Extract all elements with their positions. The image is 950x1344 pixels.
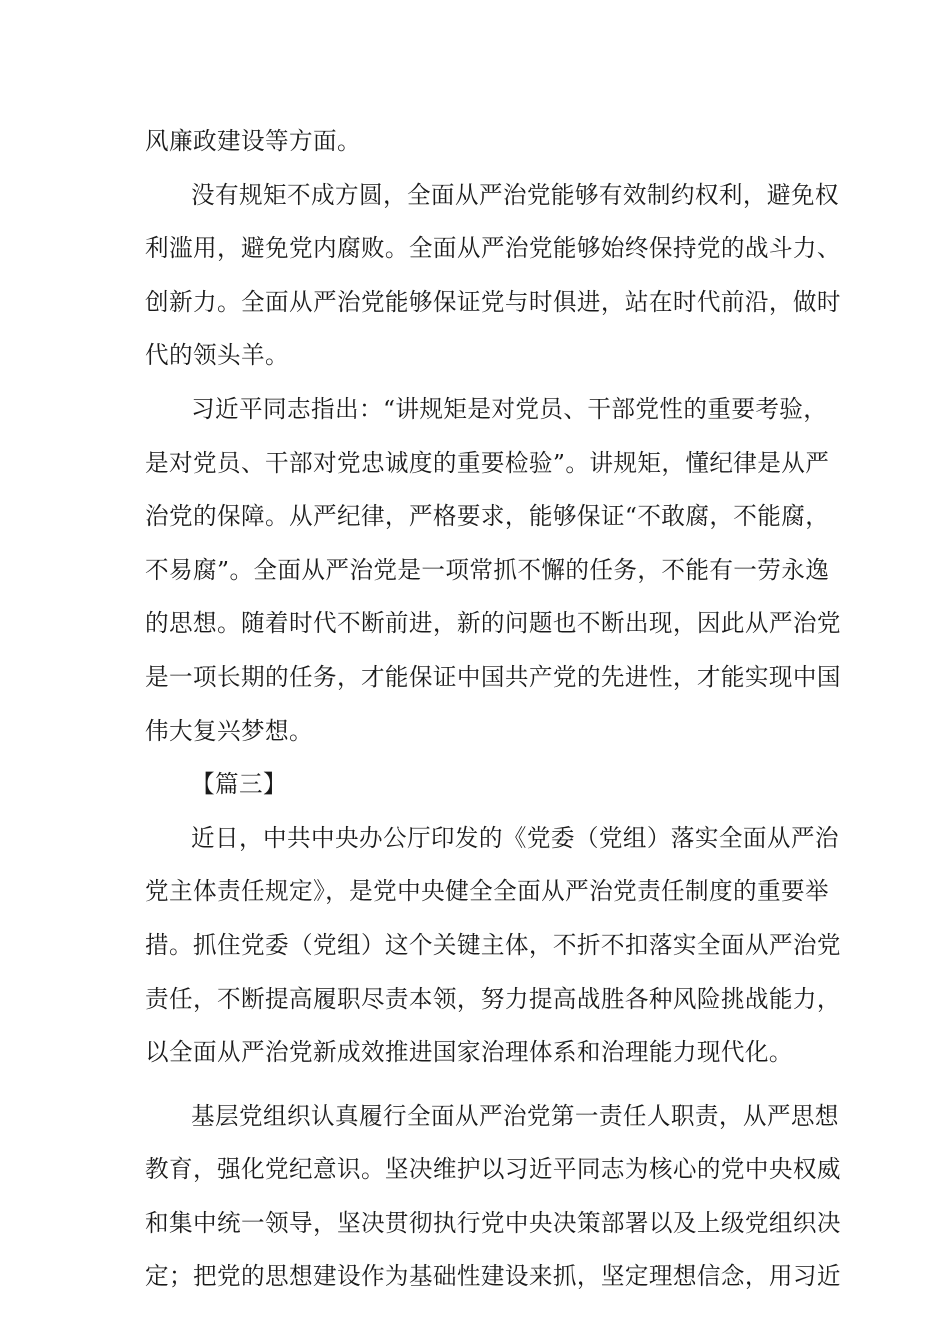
section-heading (145, 758, 810, 812)
paragraph (145, 383, 841, 758)
text-line: 定；把党的思想建设作为基础性建设来抓，坚定理想信念，用习近 (145, 1262, 841, 1291)
paragraph (145, 115, 810, 169)
text-line: 以全面从严治党新成效推进国家治理体系和治理能力现代化。 (145, 1038, 793, 1067)
text-line: 措。抓住党委（党组）这个关键主体，不折不扣落实全面从严治党 (145, 930, 841, 959)
text-line: 创新力。全面从严治党能够保证党与时俱进，站在时代前沿，做时 (145, 287, 841, 316)
text-line: 习近平同志指出：“讲规矩是对党员、干部党性的重要考验， (191, 394, 828, 423)
text-line: 利滥用，避免党内腐败。全面从严治党能够始终保持党的战斗力、 (145, 234, 841, 263)
text-line: 风廉政建设等方面。 (145, 127, 361, 155)
paragraph (145, 812, 841, 1080)
text-line: 基层党组织认真履行全面从严治党第一责任人职责，从严思想 (191, 1101, 839, 1130)
text-line: 责任，不断提高履职尽责本领，努力提高战胜各种风险挑战能力， (145, 984, 841, 1013)
text-line: 和集中统一领导，坚决贯彻执行党中央决策部署以及上级党组织决 (145, 1208, 841, 1237)
paragraph (145, 169, 841, 383)
text-line: 近日，中共中央办公厅印发的《党委（党组）落实全面从严治 (191, 823, 839, 852)
text-line: 的思想。随着时代不断前进，新的问题也不断出现，因此从严治党 (145, 609, 841, 638)
text-line: 党主体责任规定》，是党中央健全全面从严治党责任制度的重要举 (145, 877, 830, 906)
text-line: 治党的保障。从严纪律，严格要求，能够保证“不敢腐，不能腐， (145, 502, 830, 531)
text-line: 是对党员、干部对党忠诚度的重要检验”。讲规矩，懂纪律是从严 (145, 448, 830, 477)
text-line: 是一项长期的任务，才能保证中国共产党的先进性，才能实现中国 (145, 662, 841, 691)
text-line: 没有规矩不成方圆，全面从严治党能够有效制约权利，避免权 (191, 180, 839, 209)
text-line: 教育，强化党纪意识。坚决维护以习近平同志为核心的党中央权威 (145, 1155, 841, 1184)
paragraph (145, 1090, 841, 1304)
text-line: 代的领头羊。 (145, 341, 289, 370)
document-body (145, 115, 841, 1304)
text-line: 不易腐”。全面从严治党是一项常抓不懈的任务，不能有一劳永逸 (145, 555, 830, 584)
heading-text: 【篇三】 (191, 770, 287, 799)
paragraph-gap (145, 1080, 810, 1090)
text-line: 伟大复兴梦想。 (145, 716, 313, 745)
